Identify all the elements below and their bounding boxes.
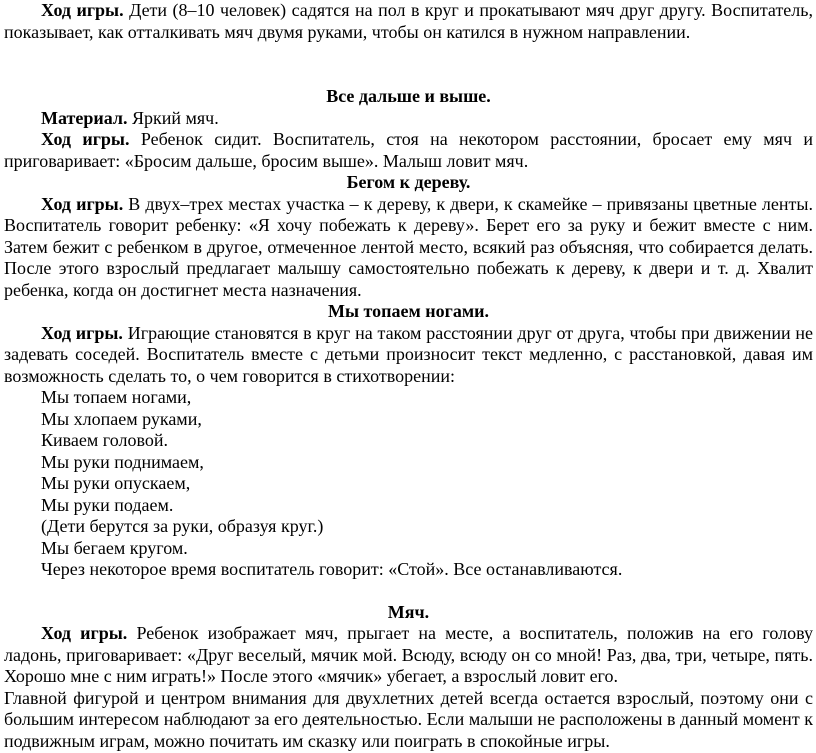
game-section-4 <box>4 602 813 753</box>
how-label-2: Ход игры. <box>41 193 124 214</box>
game-paragraph-4 <box>4 623 813 688</box>
game-title-4: Мяч. <box>387 601 430 622</box>
spacer <box>4 43 813 86</box>
verse-block <box>4 387 813 581</box>
verse-line: Мы бегаем кругом. <box>41 537 188 558</box>
intro-paragraph <box>4 0 813 43</box>
how-text-1: Ребенок сидит. Воспитатель, стоя на некотором расстоянии, бросает ему мяч и приговаривает: «Бросим дальше, бросим выше». Малыш ловит мяч. <box>4 129 813 171</box>
material-paragraph <box>4 108 813 130</box>
verse-line: Мы топаем ногами, <box>41 387 192 407</box>
game-section-3 <box>4 301 813 581</box>
game-section-1 <box>4 86 813 172</box>
material-label: Материал. <box>41 107 128 128</box>
intro-how-label: Ход игры. <box>41 0 124 20</box>
game-paragraph-3 <box>4 323 813 388</box>
verse-line: (Дети берутся за руки, образуя круг.) <box>41 516 324 536</box>
intro-how-text: Дети (8–10 человек) садятся на пол в круг и прокатывают мяч друг другу. Воспитатель, показывает, как отталкивать мяч двумя руками, чтобы он катился в нужном направлении. <box>4 0 813 42</box>
verse-line: Мы хлопаем руками, <box>41 408 202 429</box>
how-label-3: Ход игры. <box>41 322 123 343</box>
game-title-3: Мы топаем ногами. <box>328 301 489 321</box>
how-label-4: Ход игры. <box>41 623 128 643</box>
verse-line: Киваем головой. <box>41 430 168 450</box>
how-label-1: Ход игры. <box>41 129 130 149</box>
how-text-2: В двух–трех местах участка – к дереву, к двери, к скамейке – привязаны цветные ленты. Воспитатель говорит ребенку: «Я хочу побежать к дереву». Берет его за руку и бежит вместе с ним. Затем бежит с ребенком в другое, отмеченное лентой место, всякий раз объясняя, что собирается делать. После этого взрослый предлагает малышу самостоятельно побежать к дереву, к двери и т. д. Хвалит ребенка, когда он достигнет места назначения. <box>4 193 813 300</box>
spacer <box>4 581 813 602</box>
game-section-2 <box>4 172 813 301</box>
closing-paragraph: Главной фигурой и центром внимания для двухлетних детей всегда остается взрослый, поэтому они с большим интересом наблюдают за его деятельностью. Если малыши не расположены в данный момент к подвижным играм, можно почитать им сказку или поиграть в спокойные игры. <box>4 687 813 751</box>
verse-line: Мы руки подаем. <box>41 494 174 515</box>
verse-line: Через некоторое время воспитатель говорит: «Стой». Все останавливаются. <box>41 559 623 579</box>
game-title-2: Бегом к дереву. <box>346 172 471 192</box>
material-text: Яркий мяч. <box>127 107 219 128</box>
how-text-4: Ребенок изображает мяч, прыгает на месте, а воспитатель, положив на его голову ладонь, приговаривает: «Друг веселый, мячик мой. Всюду, всюду он со мной! Раз, два, три, четыре, пять. Хорошо мне с ним играть!» После этого «мячик» убегает, а взрослый ловит его. <box>4 623 813 686</box>
game-paragraph-2 <box>4 194 813 302</box>
verse-line: Мы руки опускаем, <box>41 473 191 493</box>
verse-line: Мы руки поднимаем, <box>41 451 204 472</box>
how-text-3: Играющие становятся в круг на таком расстоянии друг от друга, чтобы при движении не задевать соседей. Воспитатель вместе с детьми произносит текст медленно, с расстановкой, давая им возможность сделать то, о чем говорится в стихотворении: <box>4 322 813 386</box>
game-paragraph-1 <box>4 129 813 172</box>
game-title-1: Все дальше и выше. <box>326 86 491 106</box>
